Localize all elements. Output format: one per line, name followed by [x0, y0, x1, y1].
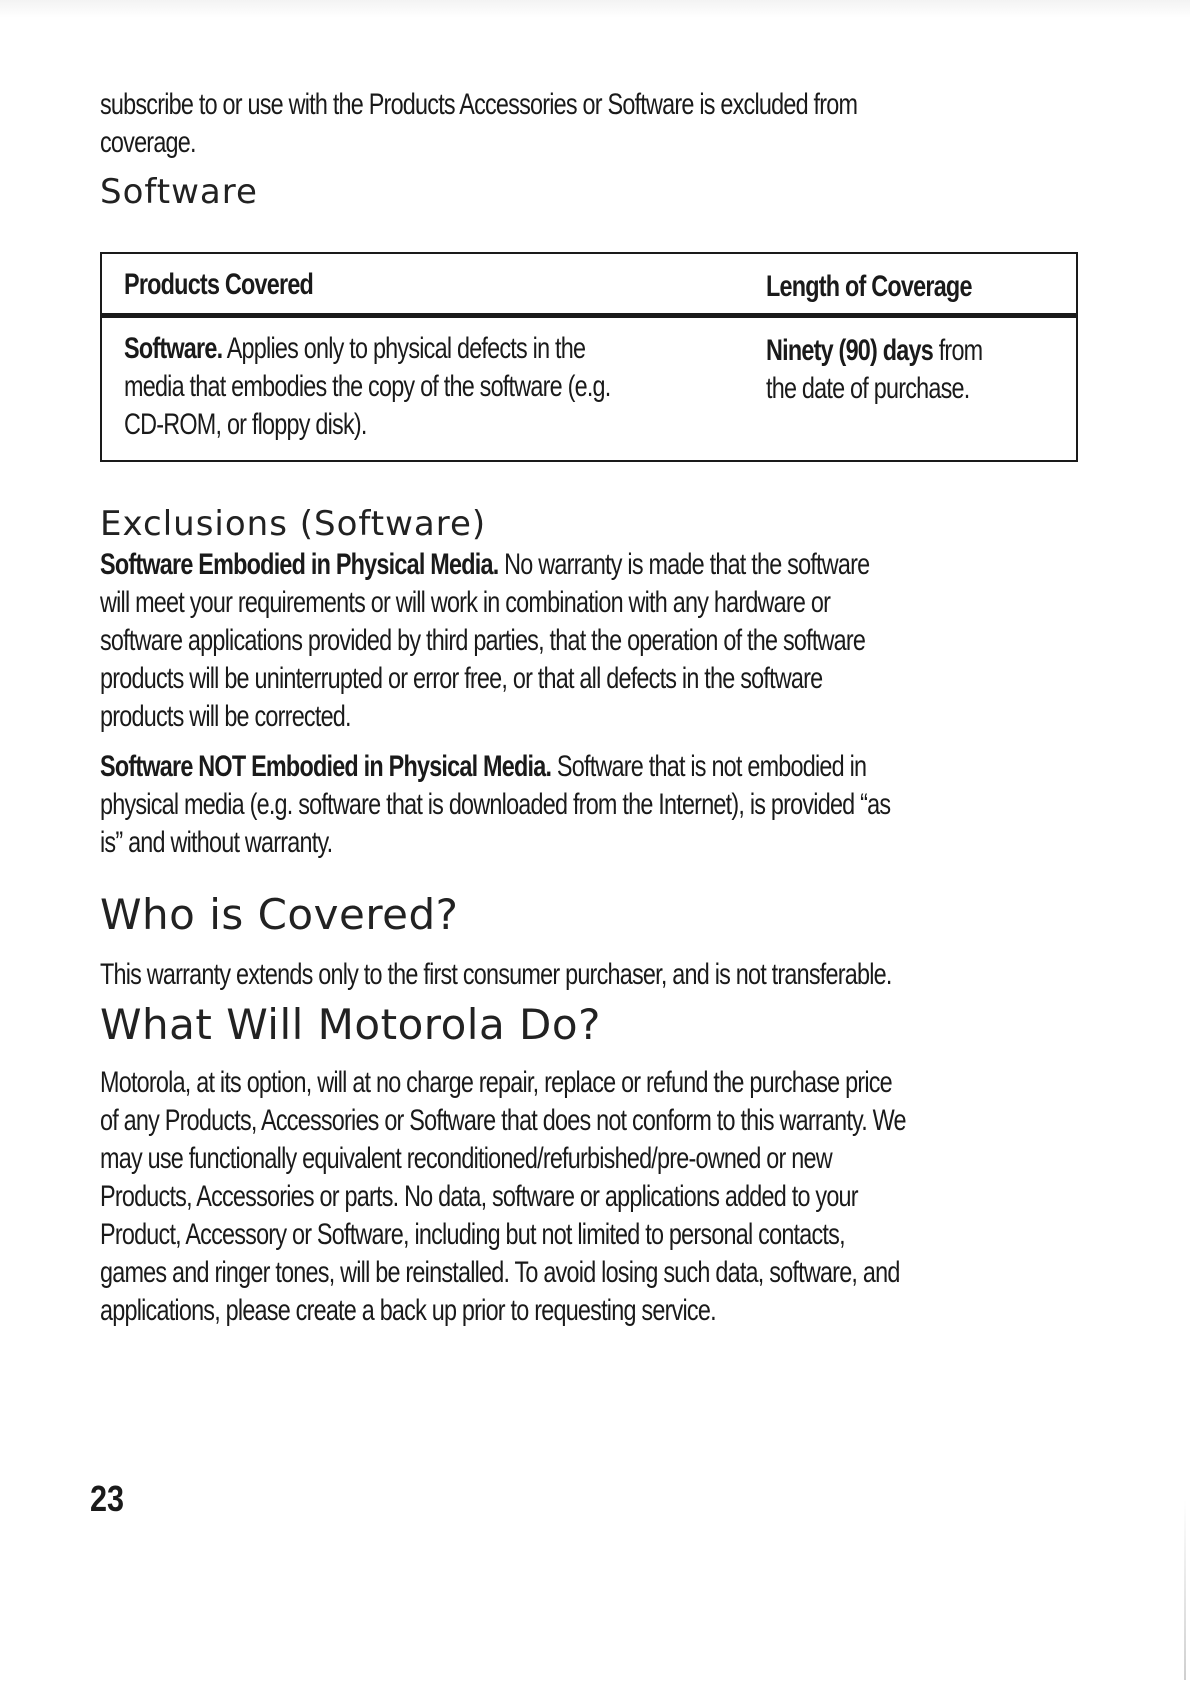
header-products-covered: Products Covered: [124, 268, 314, 301]
who-covered-line-1: This warranty extends only to the first consumer purchaser, and is not transferable.: [100, 958, 892, 991]
what-line-2: of any Products, Accessories or Software that does not conform to this warranty. We: [100, 1104, 906, 1137]
software-heading: Software: [100, 172, 258, 212]
software-length-cell: [766, 332, 982, 408]
software-product-line-1: Applies only to physical defects in the: [222, 332, 586, 365]
exclusions-p1-line-3: software applications provided by third parties, that the operation of the software: [100, 624, 866, 657]
what-motorola-do-heading: What Will Motorola Do?: [100, 1000, 601, 1049]
software-product-label: Software.: [124, 332, 223, 365]
what-line-6: games and ringer tones, will be reinstalled. To avoid losing such data, software, and: [100, 1256, 900, 1289]
what-line-7: applications, please create a back up prior to requesting service.: [100, 1294, 716, 1327]
scan-shadow: [0, 0, 1190, 18]
who-covered-paragraph: [100, 956, 1020, 994]
what-motorola-do-paragraph: [100, 1064, 1020, 1330]
exclusions-paragraph-1: [100, 546, 1020, 736]
exclusions-p1-line-4: products will be uninterrupted or error free, or that all defects in the software: [100, 662, 823, 695]
coverage-table-header: [102, 254, 1076, 318]
exclusions-p1-line-5: products will be corrected.: [100, 700, 351, 733]
exclusions-embodied-title: Software Embodied in Physical Media.: [100, 548, 499, 581]
exclusions-p2-line-2: physical media (e.g. software that is downloaded from the Internet), is provided “as: [100, 788, 891, 821]
software-product-line-2: media that embodies the copy of the software (e.g.: [124, 370, 611, 403]
coverage-table: [100, 252, 1078, 462]
what-line-5: Product, Accessory or Software, including but not limited to personal contacts,: [100, 1218, 845, 1251]
who-covered-heading: Who is Covered?: [100, 890, 459, 939]
intro-paragraph: [100, 86, 1020, 162]
what-line-1: Motorola, at its option, will at no charge repair, replace or refund the purchase price: [100, 1066, 892, 1099]
scan-edge: [1184, 1500, 1186, 1680]
what-line-4: Products, Accessories or parts. No data, software or applications added to your: [100, 1180, 858, 1213]
exclusions-p2-line-1: Software that is not embodied in: [551, 750, 867, 783]
what-line-3: may use functionally equivalent reconditioned/refurbished/pre-owned or new: [100, 1142, 832, 1175]
exclusions-p2-line-3: is” and without warranty.: [100, 826, 333, 859]
software-length-line-1: from: [932, 334, 983, 367]
software-product-line-3: CD-ROM, or floppy disk).: [124, 408, 367, 441]
exclusions-heading: Exclusions (Software): [100, 504, 487, 544]
exclusions-not-embodied-title: Software NOT Embodied in Physical Media.: [100, 750, 552, 783]
page-number: 23: [90, 1478, 125, 1519]
exclusions-p1-line-1: No warranty is made that the software: [498, 548, 870, 581]
software-length-line-2: the date of purchase.: [766, 372, 970, 405]
software-length-duration: Ninety (90) days: [766, 334, 933, 367]
exclusions-p1-line-2: will meet your requirements or will work in combination with any hardware or: [100, 586, 831, 619]
intro-line-1: subscribe to or use with the Products Accessories or Software is excluded from: [100, 88, 858, 121]
software-product-cell: [124, 330, 611, 444]
header-length-of-coverage: Length of Coverage: [766, 270, 972, 303]
intro-line-2: coverage.: [100, 126, 196, 159]
exclusions-paragraph-2: [100, 748, 1020, 862]
